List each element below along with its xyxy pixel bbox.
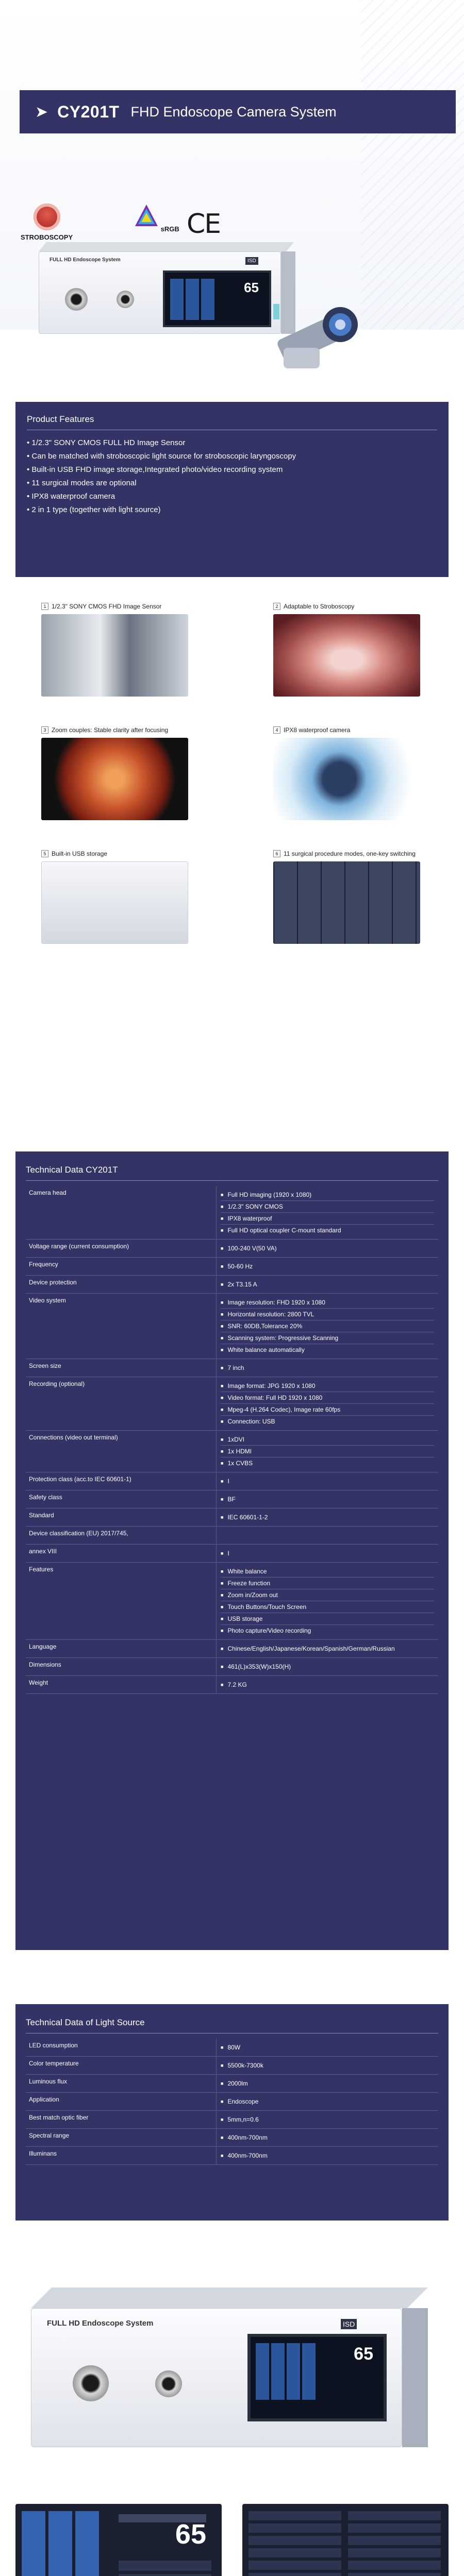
row-label: Device protection <box>26 1276 217 1293</box>
feature-tile-usb: 5 Built-in USB storage <box>41 850 191 944</box>
feature-tile-modes: 6 11 surgical procedure modes, one-key switching <box>273 850 423 944</box>
table-row <box>26 2147 438 2165</box>
modes-photo <box>273 861 420 944</box>
camera-port-icon <box>65 288 88 311</box>
device-label: FULL HD Endoscope System <box>49 257 121 263</box>
light-source-panel <box>15 2004 449 2221</box>
table-row <box>26 2111 438 2129</box>
row-value: ■ Mpeg-4 (H.264 Codec), Image rate 60fps <box>221 1403 434 1415</box>
row-value: ■ BF <box>221 1494 434 1505</box>
camera-head-image <box>268 296 371 379</box>
row-label: Application <box>26 2093 217 2110</box>
row-value: ■ IPX8 waterproof <box>221 1212 434 1224</box>
product-subtitle: FHD Endoscope Camera System <box>130 104 337 120</box>
device-screen-large: 65 <box>247 2334 387 2421</box>
row-value: ■ 2000lm <box>221 2078 434 2089</box>
table-row <box>26 2075 438 2093</box>
arrow-icon: ➤ <box>35 103 48 121</box>
row-value: ■ Touch Buttons/Touch Screen <box>221 1601 434 1613</box>
camera-port-icon <box>73 2365 109 2401</box>
row-label: Language <box>26 1640 217 1657</box>
feature-item: • Can be matched with stroboscopic light source for stroboscopic laryngoscopy <box>27 452 296 461</box>
model-name: CY201T <box>57 102 120 121</box>
row-value: ■ Image format: JPG 1920 x 1080 <box>221 1380 434 1392</box>
row-value: ■ Video format: Full HD 1920 x 1080 <box>221 1392 434 1403</box>
row-value: ■ Horizontal resolution: 2800 TVL <box>221 1308 434 1320</box>
row-value: ■ 100-240 V(50 VA) <box>221 1243 434 1254</box>
row-value: ■ 2x T3.15 A <box>221 1279 434 1290</box>
feature-item: • 1/2.3" SONY CMOS FULL HD Image Sensor <box>27 438 186 447</box>
row-value: ■ Full HD imaging (1920 x 1080) <box>221 1189 434 1200</box>
tech-table <box>26 1186 438 1694</box>
table-row <box>26 1527 438 1545</box>
row-label: Connections (video out terminal) <box>26 1431 217 1472</box>
row-value: ■ 400nm-700nm <box>221 2132 434 2143</box>
table-row <box>26 1359 438 1377</box>
row-value: ■ 7.2 KG <box>221 1679 434 1690</box>
row-value: ■ 461(L)x353(W)x150(H) <box>221 1661 434 1672</box>
knob-icon <box>117 291 134 308</box>
row-label: Best match optic fiber <box>26 2111 217 2128</box>
row-value: ■ I <box>221 1476 434 1487</box>
row-value: ■ Full HD optical coupler C-mount standard <box>221 1224 434 1236</box>
row-label: Voltage range (current consumption) <box>26 1240 217 1257</box>
row-label: Camera head <box>26 1186 217 1239</box>
row-label: Frequency <box>26 1258 217 1275</box>
row-value: ■ 1xDVI <box>221 1434 434 1445</box>
row-value: ■ 50-60 Hz <box>221 1261 434 1272</box>
row-value: ■ IEC 60601-1-2 <box>221 1512 434 1523</box>
table-row <box>26 1186 438 1240</box>
row-value: ■ Image resolution: FHD 1920 x 1080 <box>221 1297 434 1308</box>
row-value: ■ 1x HDMI <box>221 1445 434 1457</box>
main-page-1-screenshot: 65 <box>15 2504 222 2576</box>
table-row <box>26 1258 438 1276</box>
table-row <box>26 2129 438 2147</box>
table-row <box>26 2093 438 2111</box>
feature-item: • 2 in 1 type (together with light source) <box>27 505 161 514</box>
row-label: LED consumption <box>26 2039 217 2056</box>
row-label: annex VIII <box>26 1545 217 1562</box>
stroboscopy-logo-icon <box>34 204 60 230</box>
feature-item: • IPX8 waterproof camera <box>27 492 115 501</box>
row-label: Weight <box>26 1676 217 1693</box>
row-label: Spectral range <box>26 2129 217 2146</box>
feature-item: • 11 surgical modes are optional <box>27 479 137 487</box>
row-value: ■ Photo capture/Video recording <box>221 1624 434 1636</box>
row-label: Luminous flux <box>26 2075 217 2092</box>
row-label: Features <box>26 1563 217 1639</box>
row-value: ■ 7 inch <box>221 1362 434 1374</box>
device-screen <box>163 270 271 327</box>
table-row <box>26 1563 438 1640</box>
screen-value: 65 <box>244 280 259 295</box>
row-value: ■ 400nm-700nm <box>221 2150 434 2161</box>
row-label: Standard <box>26 1509 217 1526</box>
table-row <box>26 1294 438 1359</box>
waterproof-photo <box>273 738 420 820</box>
row-value: ■ Chinese/English/Japanese/Korean/Spanish/German/Russian <box>221 1643 434 1654</box>
table-row <box>26 1240 438 1258</box>
stroboscopy-photo <box>273 614 420 697</box>
feature-tile-waterproof: 4 IPX8 waterproof camera <box>273 726 423 820</box>
row-value: ■ Scanning system: Progressive Scanning <box>221 1332 434 1344</box>
table-row <box>26 1472 438 1490</box>
row-value: ■ Freeze function <box>221 1577 434 1589</box>
features-title: Product Features <box>27 414 94 424</box>
main-page-2-screenshot <box>242 2504 449 2576</box>
row-value: ■ White balance <box>221 1566 434 1577</box>
video-processor-image-large <box>31 2287 443 2473</box>
row-label: Recording (optional) <box>26 1377 217 1430</box>
device-brand: ISD <box>245 257 258 265</box>
feature-tile-sensor: 1 1/2.3" SONY CMOS FHD Image Sensor <box>41 603 191 697</box>
row-value: ■ Zoom in/Zoom out <box>221 1589 434 1601</box>
row-label: Safety class <box>26 1490 217 1508</box>
row-value: ■ White balance automatically <box>221 1344 434 1355</box>
row-value: ■ 5500k-7300k <box>221 2060 434 2071</box>
row-label: Dimensions <box>26 1658 217 1675</box>
table-row <box>26 2057 438 2075</box>
stroboscopy-badge: STROBOSCOPY <box>21 204 73 241</box>
row-value: ■ 1x CVBS <box>221 1457 434 1469</box>
sensor-photo <box>41 614 188 697</box>
row-value: ■ USB storage <box>221 1613 434 1624</box>
row-label: Screen size <box>26 1359 217 1377</box>
srgb-badge: sRGB <box>134 204 179 233</box>
feature-item: • Built-in USB FHD image storage,Integrated photo/video recording system <box>27 465 283 474</box>
video-processor-image <box>39 242 307 355</box>
row-value: ■ SNR: 60DB,Tolerance 20% <box>221 1320 434 1332</box>
technical-data-panel <box>15 1151 449 1950</box>
row-value: ■ Endoscope <box>221 2096 434 2107</box>
row-label: Video system <box>26 1294 217 1359</box>
device-label-large: FULL HD Endoscope System <box>47 2319 154 2328</box>
tech-title: Technical Data CY201T <box>26 1165 118 1175</box>
ce-mark: CE <box>187 209 221 240</box>
table-row <box>26 1545 438 1563</box>
row-label: Device classification (EU) 2017/745, <box>26 1527 217 1544</box>
product-features-panel <box>15 402 449 577</box>
row-value: ■ I <box>221 1548 434 1559</box>
title-bar <box>20 90 456 133</box>
device-brand-large: ISD <box>341 2319 357 2329</box>
usb-photo <box>41 861 188 944</box>
table-row <box>26 1640 438 1658</box>
table-row <box>26 1431 438 1472</box>
row-value: ■ 1/2.3" SONY CMOS <box>221 1200 434 1212</box>
table-row <box>26 1377 438 1431</box>
row-label: Illuminans <box>26 2147 217 2164</box>
row-label: Protection class (acc.to IEC 60601-1) <box>26 1472 217 1490</box>
row-value: ■ 5mm,n=0.6 <box>221 2114 434 2125</box>
row-value: ■ Connection: USB <box>221 1415 434 1427</box>
feature-tile-stroboscopy: 2 Adaptable to Stroboscopy <box>273 603 423 697</box>
table-row <box>26 1509 438 1527</box>
knob-icon <box>155 2370 182 2397</box>
zoom-photo <box>41 738 188 820</box>
row-label: Color temperature <box>26 2057 217 2074</box>
table-row <box>26 1490 438 1509</box>
light-table <box>26 2039 438 2165</box>
table-row <box>26 1658 438 1676</box>
row-value <box>221 1530 434 1541</box>
row-value: ■ 80W <box>221 2042 434 2053</box>
table-row <box>26 1676 438 1694</box>
srgb-logo-icon <box>134 204 159 228</box>
feature-tile-zoom: 3 Zoom couples: Stable clarity after focusing <box>41 726 191 820</box>
table-row <box>26 2039 438 2057</box>
light-title: Technical Data of Light Source <box>26 2018 145 2027</box>
table-row <box>26 1276 438 1294</box>
